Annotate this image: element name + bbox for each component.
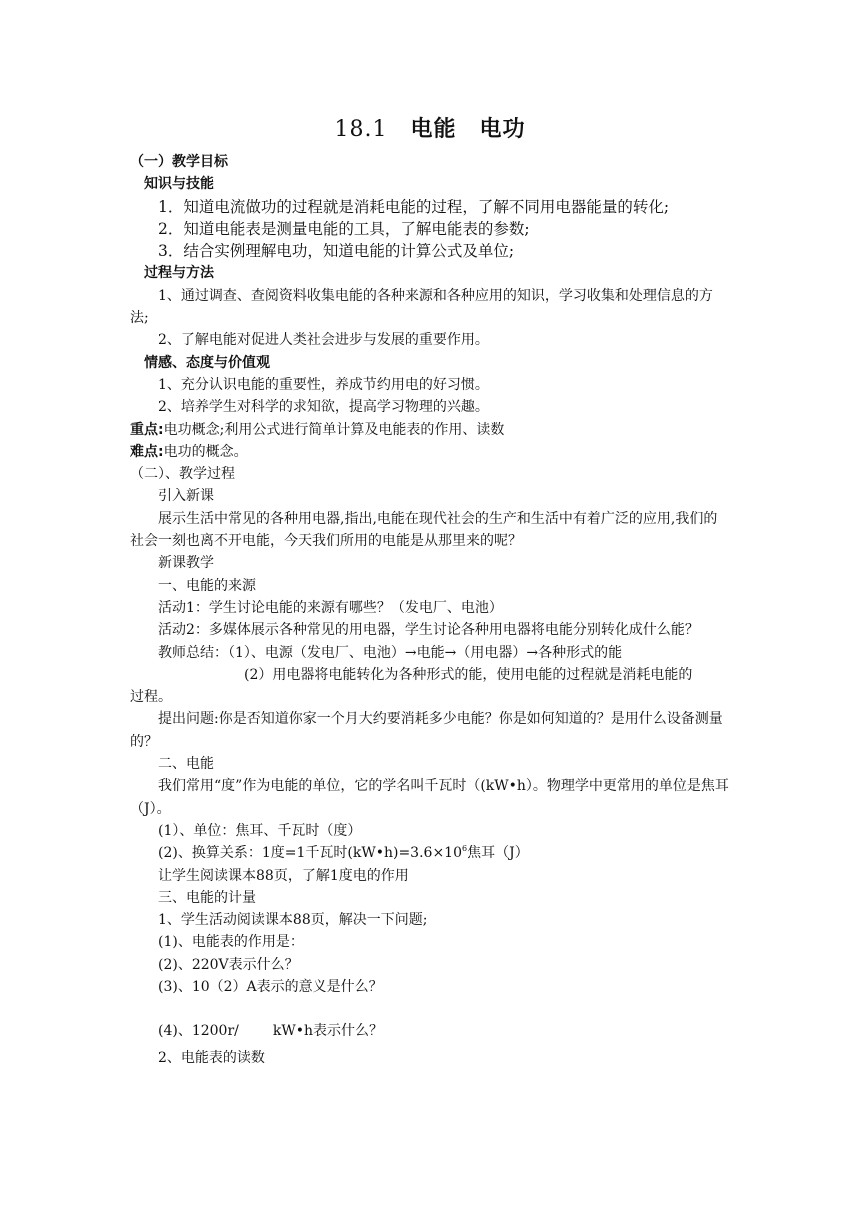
document-body xyxy=(130,151,730,1069)
teacher-summary-2: (2）用电器将电能转化为各种形式的能，使用电能的过程就是消耗电能的 xyxy=(244,666,693,683)
title-number: 18.1 xyxy=(334,117,388,142)
process-method-item: 2、了解电能对促进人类社会进步与发展的重要作用。 xyxy=(158,332,489,349)
knowledge-item: 1．知道电流做功的过程就是消耗电能的过程，了解不同用电器能量的转化; xyxy=(158,197,670,216)
page-title xyxy=(0,112,860,143)
knowledge-heading: 知识与技能 xyxy=(144,176,214,193)
teacher-summary-1: 教师总结：（1）、电源（发电厂、电池）→电能→（用电器）→各种形式的能 xyxy=(158,644,623,661)
intro-text: 展示生活中常见的各种用电器,指出,电能在现代社会的生产和生活中有着广泛的应用,我们的社会一刻也离不开电能，今天我们所用的电能是从那里来的呢？ xyxy=(130,510,718,550)
process-method-item: 1、通过调查、查阅资料收集电能的各种来源和各种应用的知识，学习收集和处理信息的方法; xyxy=(130,287,713,327)
difficulty-point xyxy=(130,441,730,463)
student-activity: 1、学生活动阅读课本88页，解决一下问题; xyxy=(158,912,428,929)
section-3-heading: 三、电能的计量 xyxy=(158,889,256,906)
emotion-heading: 情感、态度与价值观 xyxy=(144,354,270,371)
section-1-heading: 一、电能的来源 xyxy=(158,577,256,594)
question-1: (1)、电能表的作用是： xyxy=(158,934,304,951)
intro-heading: 引入新课 xyxy=(158,488,214,505)
reading-line: 让学生阅读课本88页，了解1度电的作用 xyxy=(158,867,409,884)
key-point-label: 重点: xyxy=(130,421,164,438)
key-point-text: 电功概念;利用公式进行简单计算及电能表的作用、读数 xyxy=(163,421,505,438)
conversion-before: (2)、换算关系：1度=1千瓦时(kW•h)=3.6×10 xyxy=(158,845,462,862)
knowledge-item: 3．结合实例理解电功，知道电能的计算公式及单位; xyxy=(158,242,515,261)
conversion-line xyxy=(130,842,730,864)
new-lesson-heading: 新课教学 xyxy=(158,555,214,572)
knowledge-item: 2．知道电能表是测量电能的工具，了解电能表的参数; xyxy=(158,219,530,238)
energy-unit-text: 我们常用“度”作为电能的单位，它的学名叫千瓦时（(kW•h）。物理学中更常用的单位是焦耳（J）。 xyxy=(130,778,729,817)
key-point xyxy=(130,419,730,441)
question-2: (2)、220V表示什么？ xyxy=(158,956,299,973)
question-3: (3)、10（2）A表示的意义是什么？ xyxy=(158,978,383,995)
title-text: 电能 电功 xyxy=(410,117,526,142)
unit-line: (1）、单位：焦耳、千瓦时（度） xyxy=(158,822,362,839)
section-2-heading: 二、电能 xyxy=(158,756,214,773)
emotion-item: 2、培养学生对科学的求知欲，提高学习物理的兴趣。 xyxy=(158,399,489,416)
objectives-heading: （一）教学目标 xyxy=(130,154,228,170)
question-text: 提出问题:你是否知道你家一个月大约要消耗多少电能？你是如何知道的？是用什么设备测量的？ xyxy=(130,711,723,750)
teaching-process-heading: （二）、教学过程 xyxy=(130,466,235,483)
question-4-a: (4)、1200r/ xyxy=(158,1023,239,1040)
question-4-b: kW•h表示什么？ xyxy=(272,1023,384,1040)
teacher-summary-2-cont: 过程。 xyxy=(130,689,172,706)
meter-reading-heading: 2、电能表的读数 xyxy=(158,1049,265,1066)
question-4 xyxy=(130,1020,730,1042)
process-method-heading: 过程与方法 xyxy=(144,265,214,282)
difficulty-label: 难点: xyxy=(130,443,164,460)
conversion-after: 焦耳（J） xyxy=(467,845,529,862)
emotion-item: 1、充分认识电能的重要性，养成节约用电的好习惯。 xyxy=(158,376,489,393)
conversion-exponent: 6 xyxy=(462,844,468,854)
activity-1: 活动1：学生讨论电能的来源有哪些？（发电厂、电池） xyxy=(158,599,503,616)
difficulty-text: 电功的概念。 xyxy=(163,443,248,460)
activity-2: 活动2：多媒体展示各种常见的用电器，学生讨论各种用电器将电能分别转化成什么能？ xyxy=(158,622,699,639)
